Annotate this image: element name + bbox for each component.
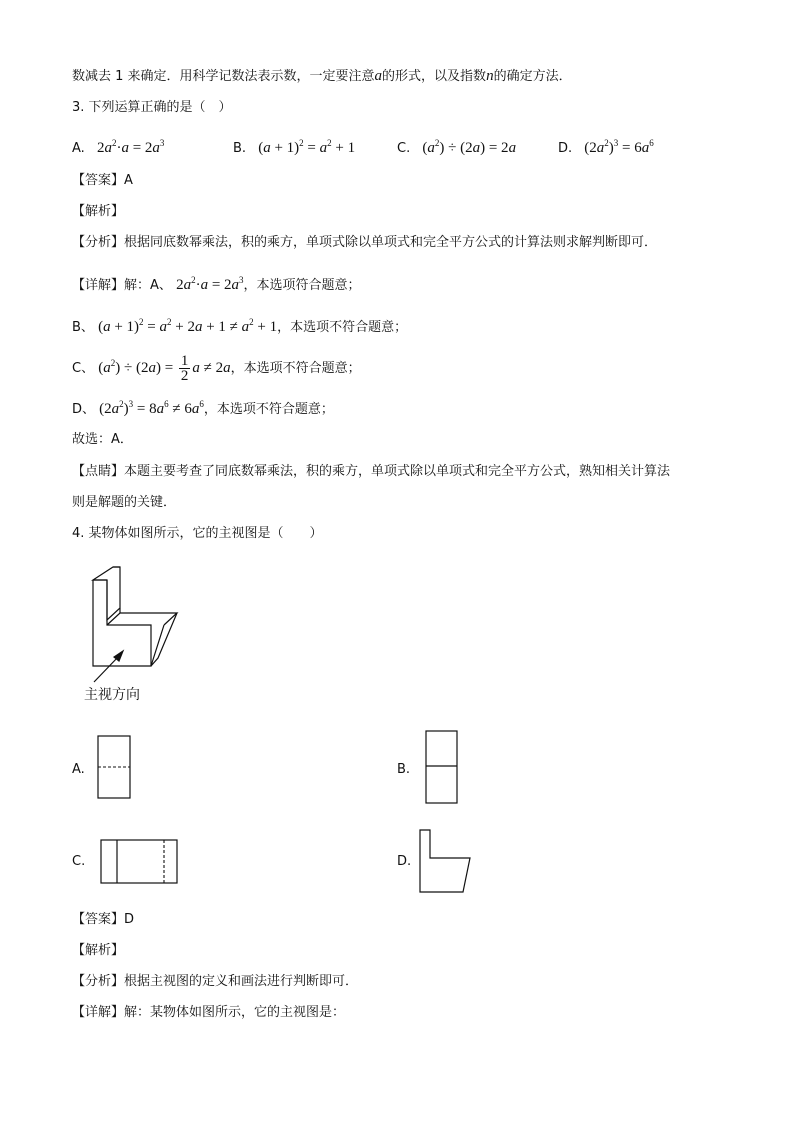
q3-dianjing-2: 则是解题的关键． bbox=[72, 495, 177, 510]
q3-fenxi: 【分析】根据同底数幂乘法，积的乘方，单项式除以单项式和完全平方公式的计算法则求解判断即可． bbox=[72, 235, 658, 250]
figure-caption: 主视方向 bbox=[84, 687, 140, 703]
q4-detail: 【详解】解：某物体如图所示，它的主视图是： bbox=[72, 1005, 346, 1020]
q4-option-d-figure bbox=[418, 828, 474, 896]
q4-option-a-label: A. bbox=[72, 762, 85, 777]
q4-option-b-label: B. bbox=[397, 762, 411, 777]
q3-option-a: A. $2a^2\cdot a = 2a^3$ bbox=[72, 138, 165, 156]
q4-option-a-figure bbox=[97, 735, 133, 801]
q3-answer-value: A bbox=[124, 173, 133, 188]
intro-text-mid: 的形式，以及指数 bbox=[382, 69, 487, 84]
var-a: a bbox=[374, 68, 383, 84]
q3-option-b: B. $(a + 1)^2 = a^2 + 1$ bbox=[233, 138, 356, 156]
q3-option-c: C. $(a^2) \div (2a) = 2a$ bbox=[397, 138, 517, 156]
q3-analysis-tag: 【解析】 bbox=[72, 204, 125, 219]
q3-stem: 3. 下列运算正确的是（ ） bbox=[72, 100, 232, 115]
q3-choose: 故选：A． bbox=[72, 432, 133, 447]
q4-option-c-figure bbox=[100, 838, 180, 886]
q3-detail-c: C、 $(a^2) \div (2a)$ = $\frac{1}{2}$ a ≠ 2a，本选项不符合题意； bbox=[72, 353, 361, 385]
q3-option-d: D. $(2a^2)^3 = 6a^6$ bbox=[558, 138, 654, 156]
var-n: n bbox=[486, 68, 494, 84]
q4-option-d-label: D. bbox=[397, 854, 412, 869]
intro-text-end: 的确定方法． bbox=[493, 69, 572, 84]
q3-dianjing-1: 【点睛】本题主要考查了同底数幂乘法，积的乘方，单项式除以单项式和完全平方公式，熟知相关计算法 bbox=[72, 464, 671, 479]
q3-detail-d: D、 $(2a^2)^3 = 8a^6 \ne 6a^6$，本选项不符合题意； bbox=[72, 399, 334, 417]
q4-object-figure bbox=[80, 560, 200, 705]
q4-analysis-tag: 【解析】 bbox=[72, 943, 125, 958]
intro-line bbox=[72, 66, 572, 87]
intro-text: 数减去 1 来确定．用科学记数法表示数，一定要注意 bbox=[72, 69, 375, 84]
q3-detail-a: 【详解】解：A、 $2a^2\cdot a = 2a^3$，本选项符合题意； bbox=[72, 275, 361, 293]
q4-answer: 【答案】D bbox=[72, 912, 135, 927]
q4-answer-value: D bbox=[124, 912, 135, 927]
q4-stem: 4. 某物体如图所示，它的主视图是（ ） bbox=[72, 526, 323, 541]
q3-answer: 【答案】A bbox=[72, 173, 133, 188]
q3-detail-b: B、 $(a + 1)^2 = a^2 + 2a + 1 \ne a^2 + 1$，本选项不符合题意； bbox=[72, 317, 408, 335]
q4-option-c-label: C. bbox=[72, 854, 86, 869]
q4-option-b-figure bbox=[425, 730, 461, 806]
q4-fenxi: 【分析】根据主视图的定义和画法进行判断即可． bbox=[72, 974, 359, 989]
